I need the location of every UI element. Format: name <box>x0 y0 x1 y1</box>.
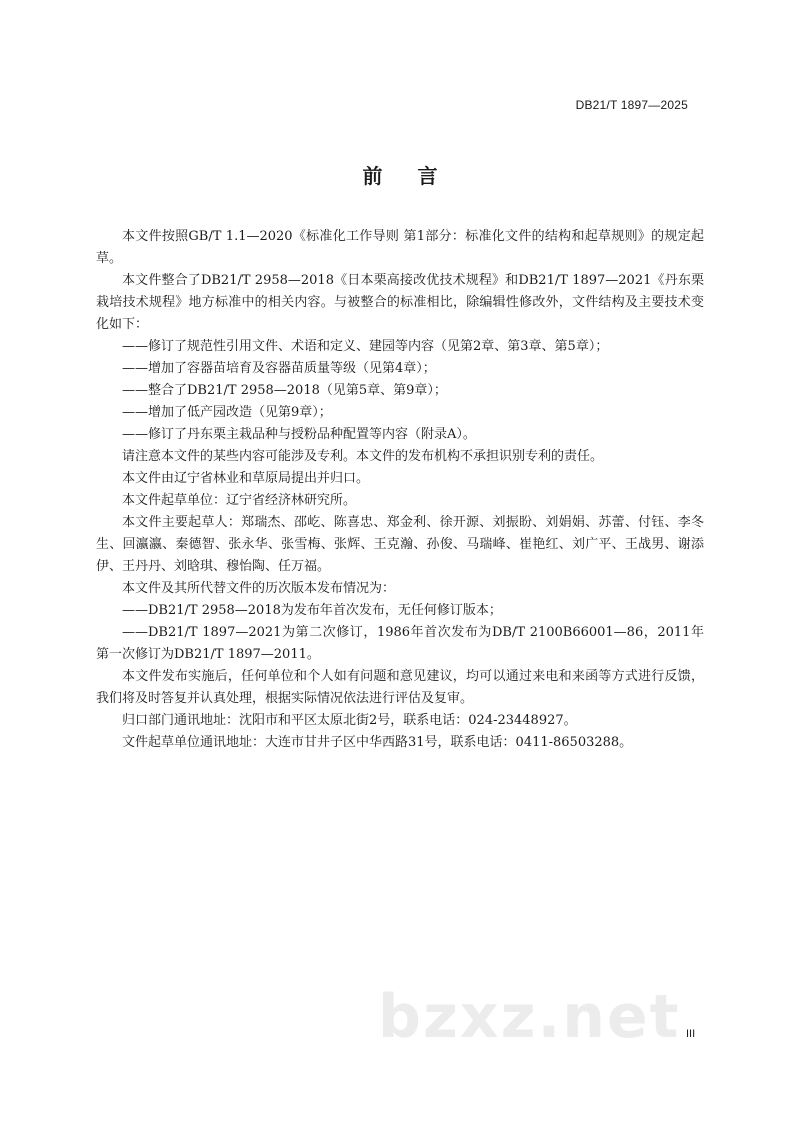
paragraph-version-history: 本文件及其所代替文件的历次版本发布情况为： <box>122 581 396 596</box>
version-item: ——DB21/T 2958—2018为发布年首次发布，无任何修订版本； <box>122 603 502 618</box>
foreword-body <box>96 226 704 754</box>
paragraph-integration: 本文件整合了DB21/T 2958—2018《日本栗高接改优技术规程》和DB21/T 1897—2021《丹东栗栽培技术规程》地方标准中的相关内容。与被整合的标准相比，除编辑性修改外，文件结构及主要技术变化如下： <box>96 273 704 332</box>
paragraph-drafting-unit: 本文件起草单位：辽宁省经济林研究所。 <box>122 493 357 508</box>
change-item: ——修订了规范性引用文件、术语和定义、建园等内容（见第2章、第3章、第5章）； <box>122 339 609 354</box>
page-title: 前 言 <box>362 164 452 188</box>
watermark: bzxz.net <box>378 982 681 1052</box>
change-item: ——修订了丹东栗主栽品种与授粉品种配置等内容（附录A）。 <box>122 427 476 442</box>
change-item: ——增加了低产园改造（见第9章）； <box>122 405 332 420</box>
paragraph-drafter-address: 文件起草单位通讯地址：大连市甘井子区中华西路31号，联系电话：0411-86503288。 <box>122 735 633 750</box>
standard-code: DB21/T 1897—2025 <box>575 98 688 112</box>
paragraph-proposer: 本文件由辽宁省林业和草原局提出并归口。 <box>122 471 370 486</box>
paragraph-drafting-rules: 本文件按照GB/T 1.1—2020《标准化工作导则 第1部分：标准化文件的结构和起草规则》的规定起草。 <box>96 229 704 266</box>
change-item: ——整合了DB21/T 2958—2018（见第5章、第9章）； <box>122 383 447 398</box>
page-number: III <box>686 1028 696 1040</box>
version-item: ——DB21/T 1897—2021为第二次修订，1986年首次发布为DB/T 2100B66001—86，2011年第一次修订为DB21/T 1897—2011。 <box>96 625 704 662</box>
change-item: ——增加了容器苗培育及容器苗质量等级（见第4章）； <box>122 361 436 376</box>
paragraph-feedback: 本文件发布实施后，任何单位和个人如有问题和意见建议，均可以通过来电和来函等方式进行反馈，我们将及时答复并认真处理，根据实际情况依法进行评估及复审。 <box>96 669 704 706</box>
paragraph-drafters: 本文件主要起草人：郑瑞杰、邵屹、陈喜忠、郑金利、徐开源、刘振盼、刘娟娟、苏蕾、付钰、李冬生、回瀛瀛、秦德智、张永华、张雪梅、张辉、王克瀚、孙俊、马瑞峰、崔艳红、刘广平、王战男、谢添伊、王丹丹、刘晗琪、穆怡陶、任万福。 <box>96 515 704 574</box>
paragraph-authority-address: 归口部门通讯地址：沈阳市和平区太原北街2号，联系电话：024-23448927。 <box>122 713 577 728</box>
paragraph-patent-notice: 请注意本文件的某些内容可能涉及专利。本文件的发布机构不承担识别专利的责任。 <box>122 449 604 464</box>
